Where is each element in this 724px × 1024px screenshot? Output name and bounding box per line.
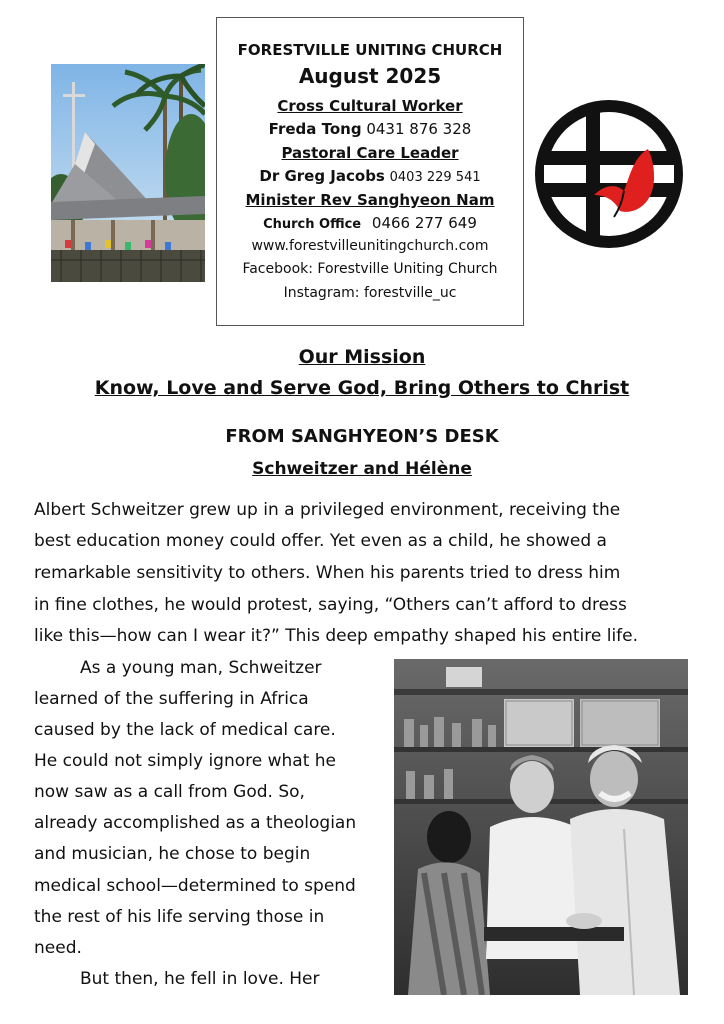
section-heading: FROM SANGHYEON’S DESK [225, 426, 499, 447]
body-line: But then, he fell in love. Her [80, 969, 320, 989]
body-line: learned of the suffering in Africa [34, 689, 309, 709]
body-line: already accomplished as a theologian [34, 813, 357, 833]
pastoral-care-name: Dr Greg Jacobs [259, 167, 385, 185]
cross-cultural-phone: 0431 876 328 [366, 120, 472, 138]
website-link[interactable]: www.forestvilleunitingchurch.com [251, 238, 489, 254]
cross-cultural-label: Cross Cultural Worker [277, 97, 463, 115]
body-line: medical school—determined to spend [34, 876, 356, 896]
body-line: like this—how can I wear it?” This deep empathy shaped his entire life. [34, 626, 639, 646]
cross-cultural-name: Freda Tong [268, 120, 362, 138]
body-line: now saw as a call from God. So, [34, 782, 305, 802]
church-name: FORESTVILLE UNITING CHURCH [237, 41, 503, 59]
church-office-label: Church Office [263, 217, 362, 232]
mission-title: Our Mission [298, 346, 426, 368]
body-line: caused by the lack of medical care. [34, 720, 336, 740]
church-building-photo [51, 64, 205, 282]
pastoral-care-phone: 0403 229 541 [389, 170, 481, 185]
pastoral-care-contact [217, 167, 523, 185]
uniting-church-logo [530, 95, 688, 253]
body-line: in fine clothes, he would protest, saying, “Others can’t afford to dress [34, 595, 627, 615]
article-title: Schweitzer and Hélène [252, 459, 472, 479]
body-line: need. [34, 938, 82, 958]
body-line: the rest of his life serving those in [34, 907, 325, 927]
body-line: and musician, he chose to begin [34, 844, 311, 864]
body-line: best education money could offer. Yet even as a child, he showed a [34, 531, 607, 551]
facebook-link[interactable]: Facebook: Forestville Uniting Church [242, 261, 498, 277]
body-line: He could not simply ignore what he [34, 751, 337, 771]
church-office-contact [217, 214, 523, 232]
pastoral-care-label: Pastoral Care Leader [281, 144, 459, 162]
instagram-link[interactable]: Instagram: forestville_uc [283, 285, 457, 301]
cross-cultural-contact [217, 120, 523, 138]
minister-name: Minister Rev Sanghyeon Nam [245, 191, 495, 209]
newsletter-month: August 2025 [298, 64, 442, 88]
body-line: Albert Schweitzer grew up in a privileged environment, receiving the [34, 500, 621, 520]
mission-statement: Know, Love and Serve God, Bring Others to Christ [94, 377, 630, 399]
body-line: As a young man, Schweitzer [80, 658, 322, 678]
church-office-phone: 0466 277 649 [371, 214, 477, 232]
body-line: remarkable sensitivity to others. When his parents tried to dress him [34, 563, 621, 583]
schweitzer-photo [394, 659, 688, 995]
church-info-box [216, 17, 524, 326]
